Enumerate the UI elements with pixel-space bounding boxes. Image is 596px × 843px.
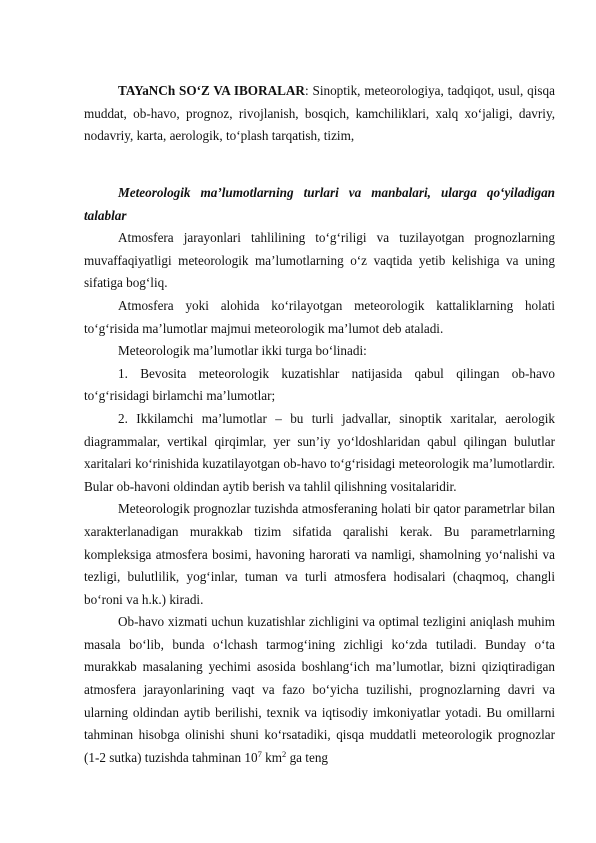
keywords-text: : Sinoptik, meteorologiya, tadqiqot, usul, qisqa muddat, ob-havo, prognoz, rivojlanish, bosqich, kamchiliklari, xalq xo‘jaligi, davriy, nodavriy, karta, aerologik, to‘plash tarqatish, tizim,	[84, 83, 555, 144]
paragraph-7-tail: ga teng	[286, 749, 329, 765]
section-heading: Meteorologik ma’lumotlarning turlari va manbalari, ularga qo‘yiladigan talablar	[84, 185, 555, 223]
keywords-block	[84, 80, 555, 148]
paragraph-2: Atmosfera yoki alohida ko‘rilayotgan meteorologik kattaliklarning holati to‘g‘risida ma’lumotlar majmui meteorologik ma’lumot deb ataladi.	[84, 297, 555, 336]
paragraph-4: 1. Bevosita meteorologik kuzatishlar natijasida qabul qilingan ob-havo to‘g‘risidagi birlamchi ma’lumotlar;	[84, 365, 555, 404]
paragraph-7	[84, 611, 555, 769]
exponent-7: 7	[257, 748, 262, 759]
paragraph-1: Atmosfera jarayonlari tahlilining to‘g‘riligi va tuzilayotgan prognozlarning muvaffaqiyatligi meteorologik ma’lumotlarning o‘z vaqtida yetib kelishiga va uning sifatiga bog‘liq.	[84, 230, 555, 291]
keywords-paragraph	[84, 80, 555, 148]
exponent-2: 2	[282, 748, 287, 759]
paragraph-5: 2. Ikkilamchi ma’lumotlar – bu turli jadvallar, sinoptik xaritalar, aerologik diagrammalar, vertikal qirqimlar, yer sun’iy yo‘ldoshlaridan qabul qilingan bulutlar xaritalari ko‘rinishida kuzatilayotgan ob-havo to‘g‘risidagi meteorologik ma’lumotlardir. Bular ob-havoni oldindan aytib berish va tahlil qilishning vositalaridir.	[84, 410, 555, 494]
keywords-label: TAYaNCh SO‘Z VA IBORALAR	[118, 83, 305, 98]
unit-km: km	[261, 749, 283, 765]
section-body	[84, 182, 555, 769]
paragraph-6: Meteorologik prognozlar tuzishda atmosferaning holati bir qator parametrlar bilan xarakterlanadigan murakkab tizim sifatida qaralishi kerak. Bu parametrlarning kompleksiga atmosfera bosimi, havoning harorati va namligi, shamolning yo‘nalishi va tezligi, bulutlilik, yog‘inlar, tuman va turli atmosfera hodisalari (chaqmoq, changli bo‘roni va h.k.) kiradi.	[84, 501, 555, 607]
paragraph-3: Meteorologik ma’lumotlar ikki turga bo‘linadi:	[118, 343, 367, 359]
paragraph-7-text: Ob-havo xizmati uchun kuzatishlar zichligini va optimal tezligini aniqlash muhim masala bo‘lib, bunda o‘lchash tarmog‘ining zichligi ko‘zda tutiladi. Bunday o‘ta murakkab masalaning yechimi asosida boshlang‘ich ma’lumotlar, bizni qiziqtiradigan atmosfera jarayonlarining vaqt va fazo bo‘yicha tuzilishi, prognozlarning davri va ularning oldindan aytib berilishi, texnik va iqtisodiy imkoniyatlar yotadi. Bu omillarni tahminan hisobga olinishi shuni ko‘rsatadiki, qisqa muddatli meteorologik prognozlar (1-2 sutka) tuzishda tahminan 10	[84, 614, 555, 765]
